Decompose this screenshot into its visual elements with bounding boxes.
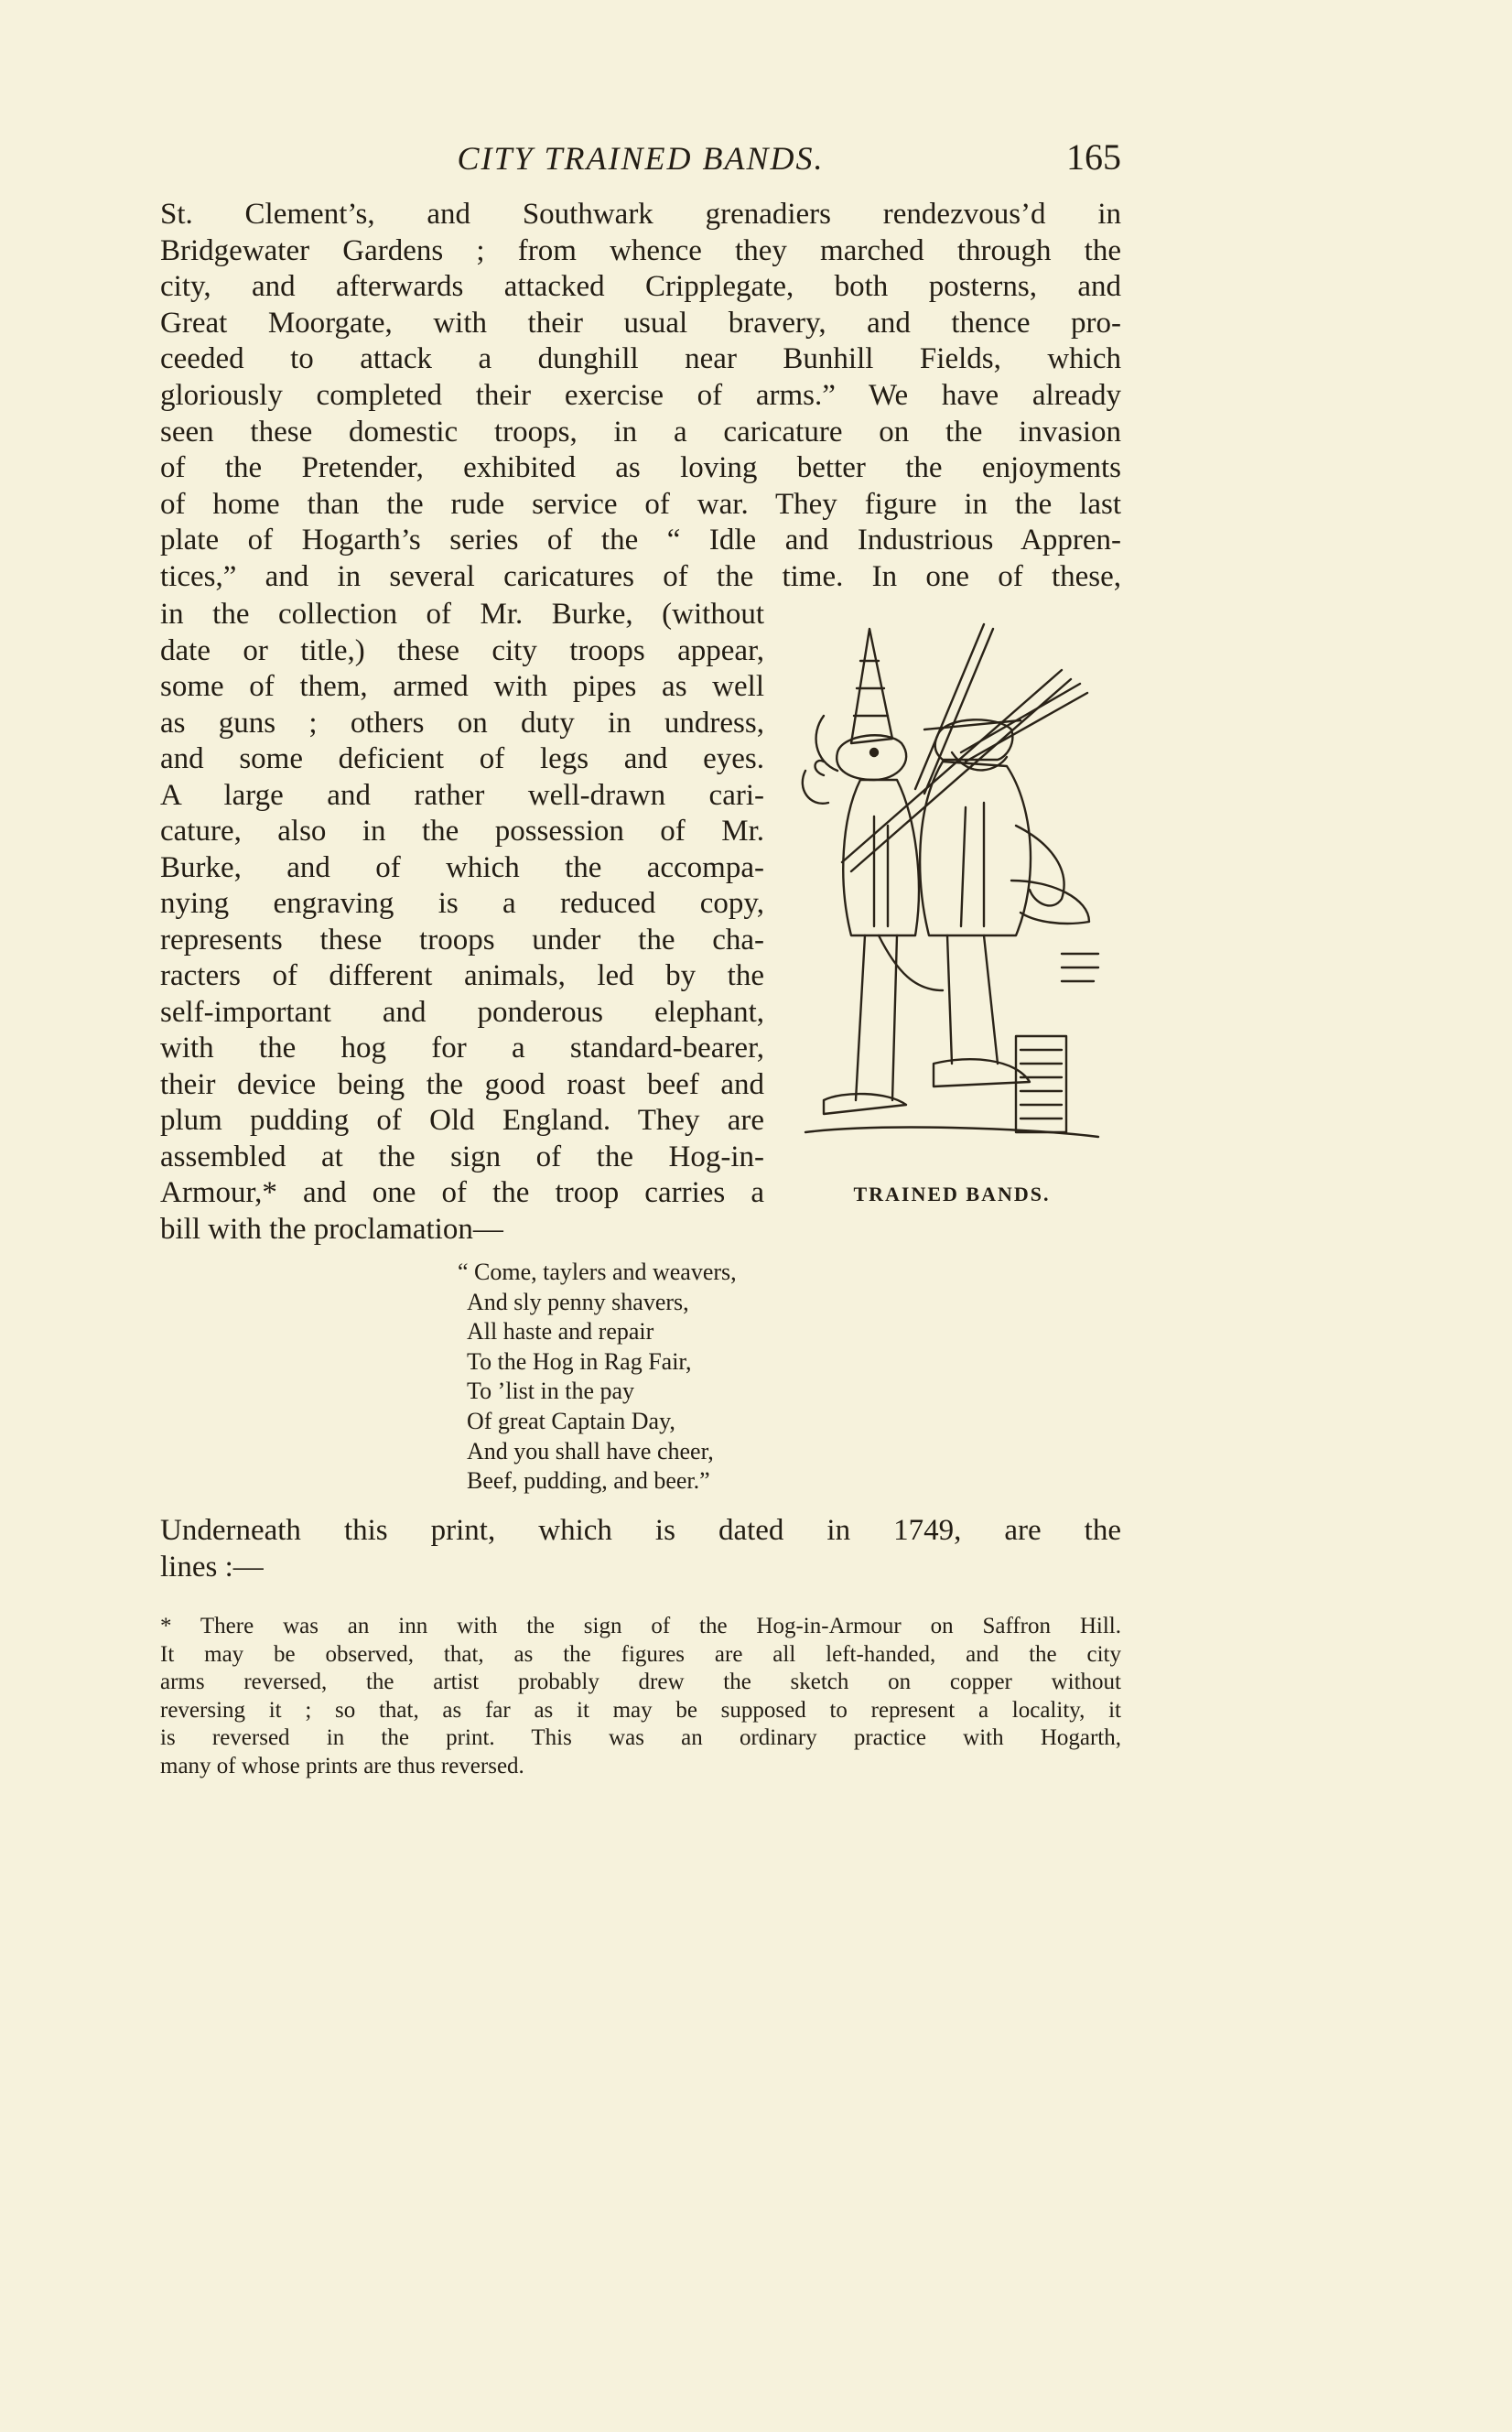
text-line: of home than the rude service of war. They figure in the last (160, 487, 1121, 521)
text-line: Burke, and of which the accompa- (160, 850, 764, 884)
paragraph-top (160, 197, 1121, 596)
text-line: ceeded to attack a dunghill near Bunhill Fields, which (160, 342, 1121, 376)
text-line: some of them, armed with pipes as well (160, 670, 764, 703)
eye (870, 749, 878, 756)
footnote-line: It may be observed, that, as the figures are all left-handed, and the city (160, 1641, 1121, 1667)
text-line: with the hog for a standard-bearer, (160, 1032, 764, 1065)
coat-folds (874, 803, 984, 926)
second-legs (947, 935, 998, 1064)
text-line: Great Moorgate, with their usual bravery, and thence pro- (160, 306, 1121, 340)
page-number: 165 (1066, 136, 1121, 178)
text-line: of the Pretender, exhibited as loving better the enjoyments (160, 451, 1121, 485)
verse-line: Beef, pudding, and beer.” (467, 1467, 710, 1495)
pike-line (924, 629, 993, 794)
text-line: racters of different animals, led by the (160, 959, 764, 992)
footnote-line: reversing it ; so that, as far as it may be supposed to represent a locality, it (160, 1697, 1121, 1723)
text-line: and some deficient of legs and eyes. (160, 742, 764, 775)
boot (824, 1094, 906, 1114)
verse-line: “ Come, taylers and weavers, (458, 1259, 737, 1285)
text-line: city, and afterwards attacked Cripplegate, both posterns, and (160, 270, 1121, 304)
arm (1016, 826, 1064, 905)
text-line: Bridgewater Gardens ; from whence they marched through the (160, 233, 1121, 267)
cap-detail (854, 661, 888, 716)
verse-line: All haste and repair (467, 1318, 654, 1346)
pike-line (966, 693, 1087, 762)
hatching (1021, 1050, 1062, 1119)
text-line: assembled at the sign of the Hog-in- (160, 1140, 764, 1173)
snout (815, 761, 824, 775)
hatching (1062, 954, 1098, 981)
verse-line: And sly penny shavers, (467, 1288, 689, 1315)
text-line: date or title,) these city troops appear, (160, 633, 764, 667)
text-line: Underneath this print, which is dated in 1749, are the (160, 1514, 1121, 1547)
text-line: St. Clement’s, and Southwark grenadiers rendezvous’d in (160, 198, 1121, 231)
footnote-line: many of whose prints are thus reversed. (160, 1753, 524, 1778)
trained-bands-illustration (787, 606, 1117, 1205)
first-legs (856, 935, 897, 1100)
text-line: A large and rather well-drawn cari- (160, 778, 764, 812)
footnote-line: arms reversed, the artist probably drew the sketch on copper without (160, 1670, 1121, 1694)
text-line: nying engraving is a reduced copy, (160, 887, 764, 920)
sword (879, 935, 943, 990)
text-line: represents these troops under the cha- (160, 923, 764, 957)
running-title: CITY TRAINED BANDS. (457, 140, 825, 177)
figure-caption: TRAINED BANDS. (853, 1183, 1051, 1205)
text-line: gloriously completed their exercise of arms.” We have already (160, 378, 1121, 412)
text-line: bill with the proclamation— (160, 1212, 503, 1246)
second-body (920, 762, 1031, 935)
paragraph-wrapped (160, 597, 764, 1248)
pike-line (961, 684, 1080, 752)
proclamation-verse (458, 1258, 915, 1497)
text-line: plum pudding of Old England. They are (160, 1104, 764, 1137)
text-line: lines :— (160, 1551, 264, 1584)
text-line: self-important and ponderous elephant, (160, 995, 764, 1029)
text-line: Armour,* and one of the troop carries a (160, 1176, 764, 1209)
footnote (160, 1613, 1121, 1780)
ground-line (805, 1128, 1098, 1137)
first-body (843, 780, 919, 935)
running-head (160, 135, 1121, 181)
grenadier-cap (851, 629, 892, 743)
verse-line: Of great Captain Day, (467, 1407, 675, 1434)
verse-line: To the Hog in Rag Fair, (467, 1347, 692, 1375)
verse-line: To ’list in the pay (467, 1378, 635, 1405)
paragraph-after-verse (160, 1512, 1121, 1585)
hair-curl (816, 716, 837, 771)
text-line: plate of Hogarth’s series of the “ Idle and Industrious Appren- (160, 524, 1121, 557)
verse-line: And you shall have cheer, (467, 1437, 714, 1465)
text-line: their device being the good roast beef and (160, 1067, 764, 1101)
text-line: seen these domestic troops, in a caricature on the invasion (160, 415, 1121, 449)
text-line: cature, also in the possession of Mr. (160, 815, 764, 848)
footnote-line: * There was an inn with the sign of the Hog-in-Armour on Saffron Hill. (160, 1614, 1121, 1638)
soldier-engraving (787, 606, 1117, 1155)
footnote-line: is reversed in the print. This was an ordinary practice with Hogarth, (160, 1725, 1121, 1750)
text-line: tices,” and in several caricatures of the time. In one of these, (160, 559, 1121, 593)
text-line: as guns ; others on duty in undress, (160, 706, 764, 740)
text-line: in the collection of Mr. Burke, (without (160, 598, 764, 631)
